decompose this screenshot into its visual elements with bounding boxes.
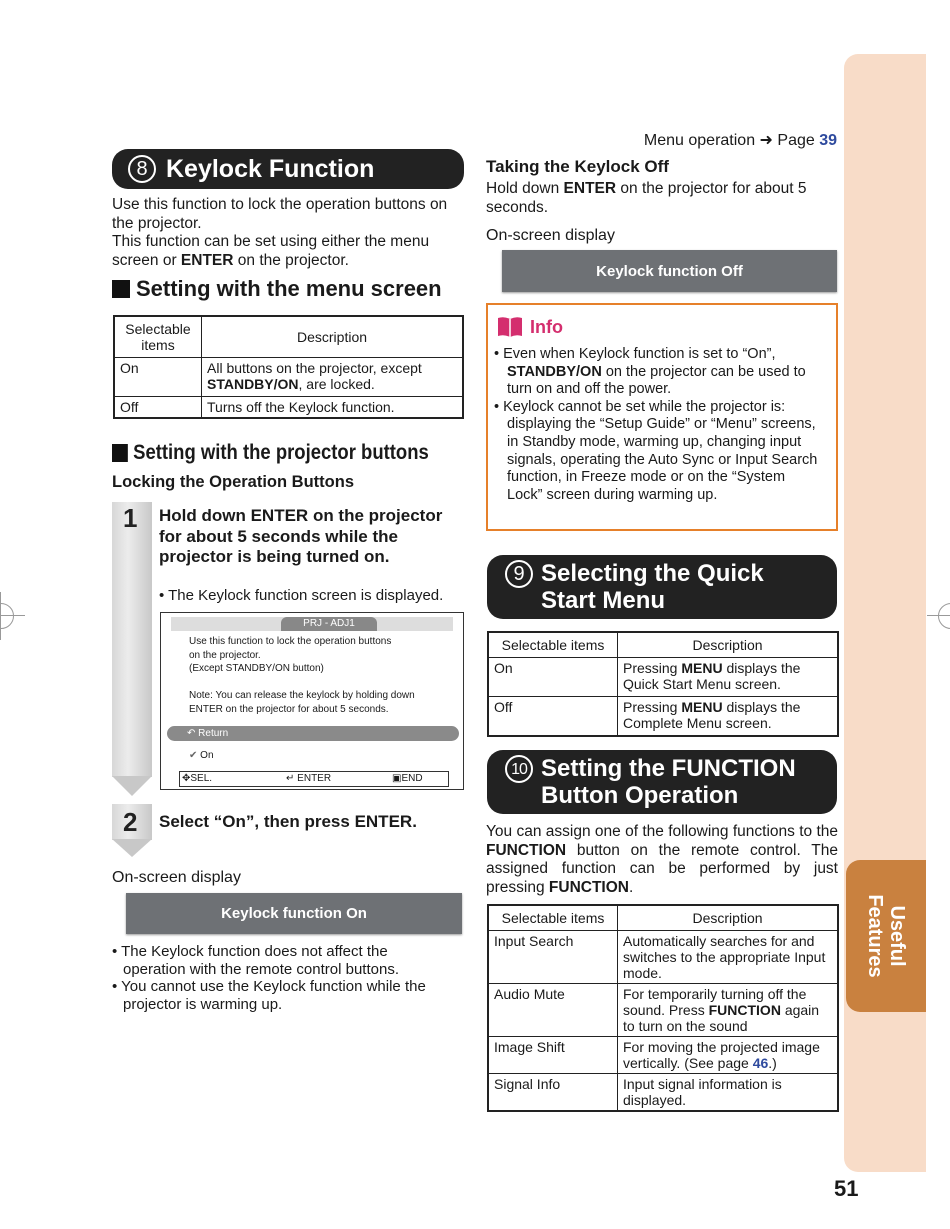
step1-bullet: • The Keylock function screen is displayed.	[159, 587, 444, 604]
check-icon: ✔	[189, 750, 198, 761]
table-row: Image Shift For moving the projected image vertically. (See page 46.)	[488, 1037, 838, 1074]
table-row: Input Search Automatically searches for and switches to the appropriate Input mode.	[488, 931, 838, 984]
step2-number: 2	[123, 807, 138, 837]
osd-keylock-on: Keylock function On	[126, 893, 462, 934]
step2-text: Select “On”, then press ENTER.	[159, 812, 417, 831]
menu-screen-heading: Setting with the menu screen	[112, 276, 442, 302]
screen-footer: ✥SEL. ↵ ENTER ▣END	[179, 771, 449, 787]
info-bullets: • Even when Keylock function is set to “On”, STANDBY/ON on the projector can be used to turn on and off the power. • Keylock cannot be set while the projector is: displaying the “Setup Guide” or “Menu” screens, in Standby mode, warming up, changing input signals, operating the Auto Sync or Input Search function, in Freeze mode or on the “System Lock” screen during warming up.	[494, 346, 818, 503]
keylock-menu-screen	[160, 612, 464, 790]
keylock-intro: Use this function to lock the operation buttons on the projector. This function can be set using either the menu screen or ENTER on the projector.	[112, 196, 448, 269]
square-bullet-icon	[112, 444, 128, 462]
table-row: Off Turns off the Keylock function.	[114, 397, 463, 419]
side-tab-useful-features[interactable]	[846, 860, 926, 1012]
keylock-bullets: • The Keylock function does not affect the operation with the remote control buttons. • You cannot use the Keylock function while the projector is warming up.	[112, 943, 426, 1013]
ref-page-link[interactable]: 39	[819, 132, 837, 149]
screen-return-bar[interactable]: ↶ Return	[167, 726, 459, 741]
table-row: Audio Mute For temporarily turning off the sound. Press FUNCTION again to turn on the sound	[488, 984, 838, 1037]
locking-heading: Locking the Operation Buttons	[112, 473, 354, 491]
book-icon	[496, 315, 524, 339]
taking-off-heading: Taking the Keylock Off	[486, 157, 669, 176]
osd-keylock-off: Keylock function Off	[502, 250, 837, 292]
square-bullet-icon	[112, 280, 130, 298]
page-46-link[interactable]: 46	[752, 1055, 769, 1071]
keylock-section-title: 8 Keylock Function	[112, 149, 464, 189]
osd-label-right: On-screen display	[486, 227, 615, 244]
function-intro: You can assign one of the following functions to the FUNCTION button on the remote control. The assigned function can be performed by just pressing FUNCTION.	[486, 823, 838, 896]
end-icon: ▣	[392, 773, 402, 784]
function-section-title: 10 Setting the FUNCTION Button Operation	[487, 750, 837, 814]
table-row: On Pressing MENU displays the Quick Start Menu screen.	[488, 658, 838, 697]
table-row: Signal Info Input signal information is displayed.	[488, 1074, 838, 1112]
section-number-10: 10	[505, 755, 533, 783]
osd-label-left: On-screen display	[112, 869, 241, 886]
enter-icon: ↵	[286, 773, 295, 784]
step1-arrow-icon	[112, 776, 152, 796]
table-row: On All buttons on the projector, except STANDBY/ON, are locked.	[114, 358, 463, 397]
section-number-9: 9	[505, 560, 533, 588]
section-number-8: 8	[128, 155, 156, 183]
keylock-table: Selectable items Description On All buttons on the projector, except STANDBY/ON, are locked. Off Turns off the Keylock function.	[113, 315, 464, 419]
step2-arrow-icon	[112, 839, 152, 857]
projector-buttons-heading: Setting with the projector buttons	[112, 441, 429, 465]
screen-on-option[interactable]: ✔ On	[189, 750, 214, 761]
return-icon: ↶	[187, 728, 196, 739]
side-tab-line2: Features	[864, 894, 886, 978]
move-arrows-icon: ✥	[182, 773, 191, 784]
registration-mark-right	[938, 603, 950, 629]
step1-text: Hold down ENTER on the projector for about 5 seconds while the projector is being turned on.	[159, 506, 443, 566]
function-table: Selectable items Description Input Search Automatically searches for and switches to the appropriate Input mode. Audio Mute For temporarily turning off the sound. Press FUNCTION again to turn on the sound Image Shift For moving the projected image vertically. (See page 46.) Signal Info Input signal information is displayed.	[487, 904, 839, 1112]
registration-mark-left	[0, 603, 14, 629]
page-number: 51	[834, 1176, 859, 1201]
table-row: Off Pressing MENU displays the Complete Menu screen.	[488, 697, 838, 737]
info-title: Info	[496, 315, 563, 339]
taking-off-text: Hold down ENTER on the projector for about 5 seconds.	[486, 180, 807, 216]
side-tab-line1: Useful	[886, 905, 908, 967]
info-box	[486, 303, 838, 531]
quick-start-section-title: 9 Selecting the Quick Start Menu	[487, 555, 837, 619]
menu-operation-ref: Menu operation ➜ Page 39	[643, 132, 837, 149]
step1-bar	[112, 502, 152, 777]
step1-number: 1	[123, 503, 138, 533]
screen-tab-title: PRJ - ADJ1	[281, 617, 377, 631]
screen-description: Use this function to lock the operation buttons on the projector. (Except STANDBY/ON button) Note: You can release the keylock by holding down ENTER on the projector for about 5 seconds.	[189, 636, 415, 715]
quick-start-table: Selectable items Description On Pressing MENU displays the Quick Start Menu screen. Off Pressing MENU displays the Complete Menu screen.	[487, 631, 839, 737]
